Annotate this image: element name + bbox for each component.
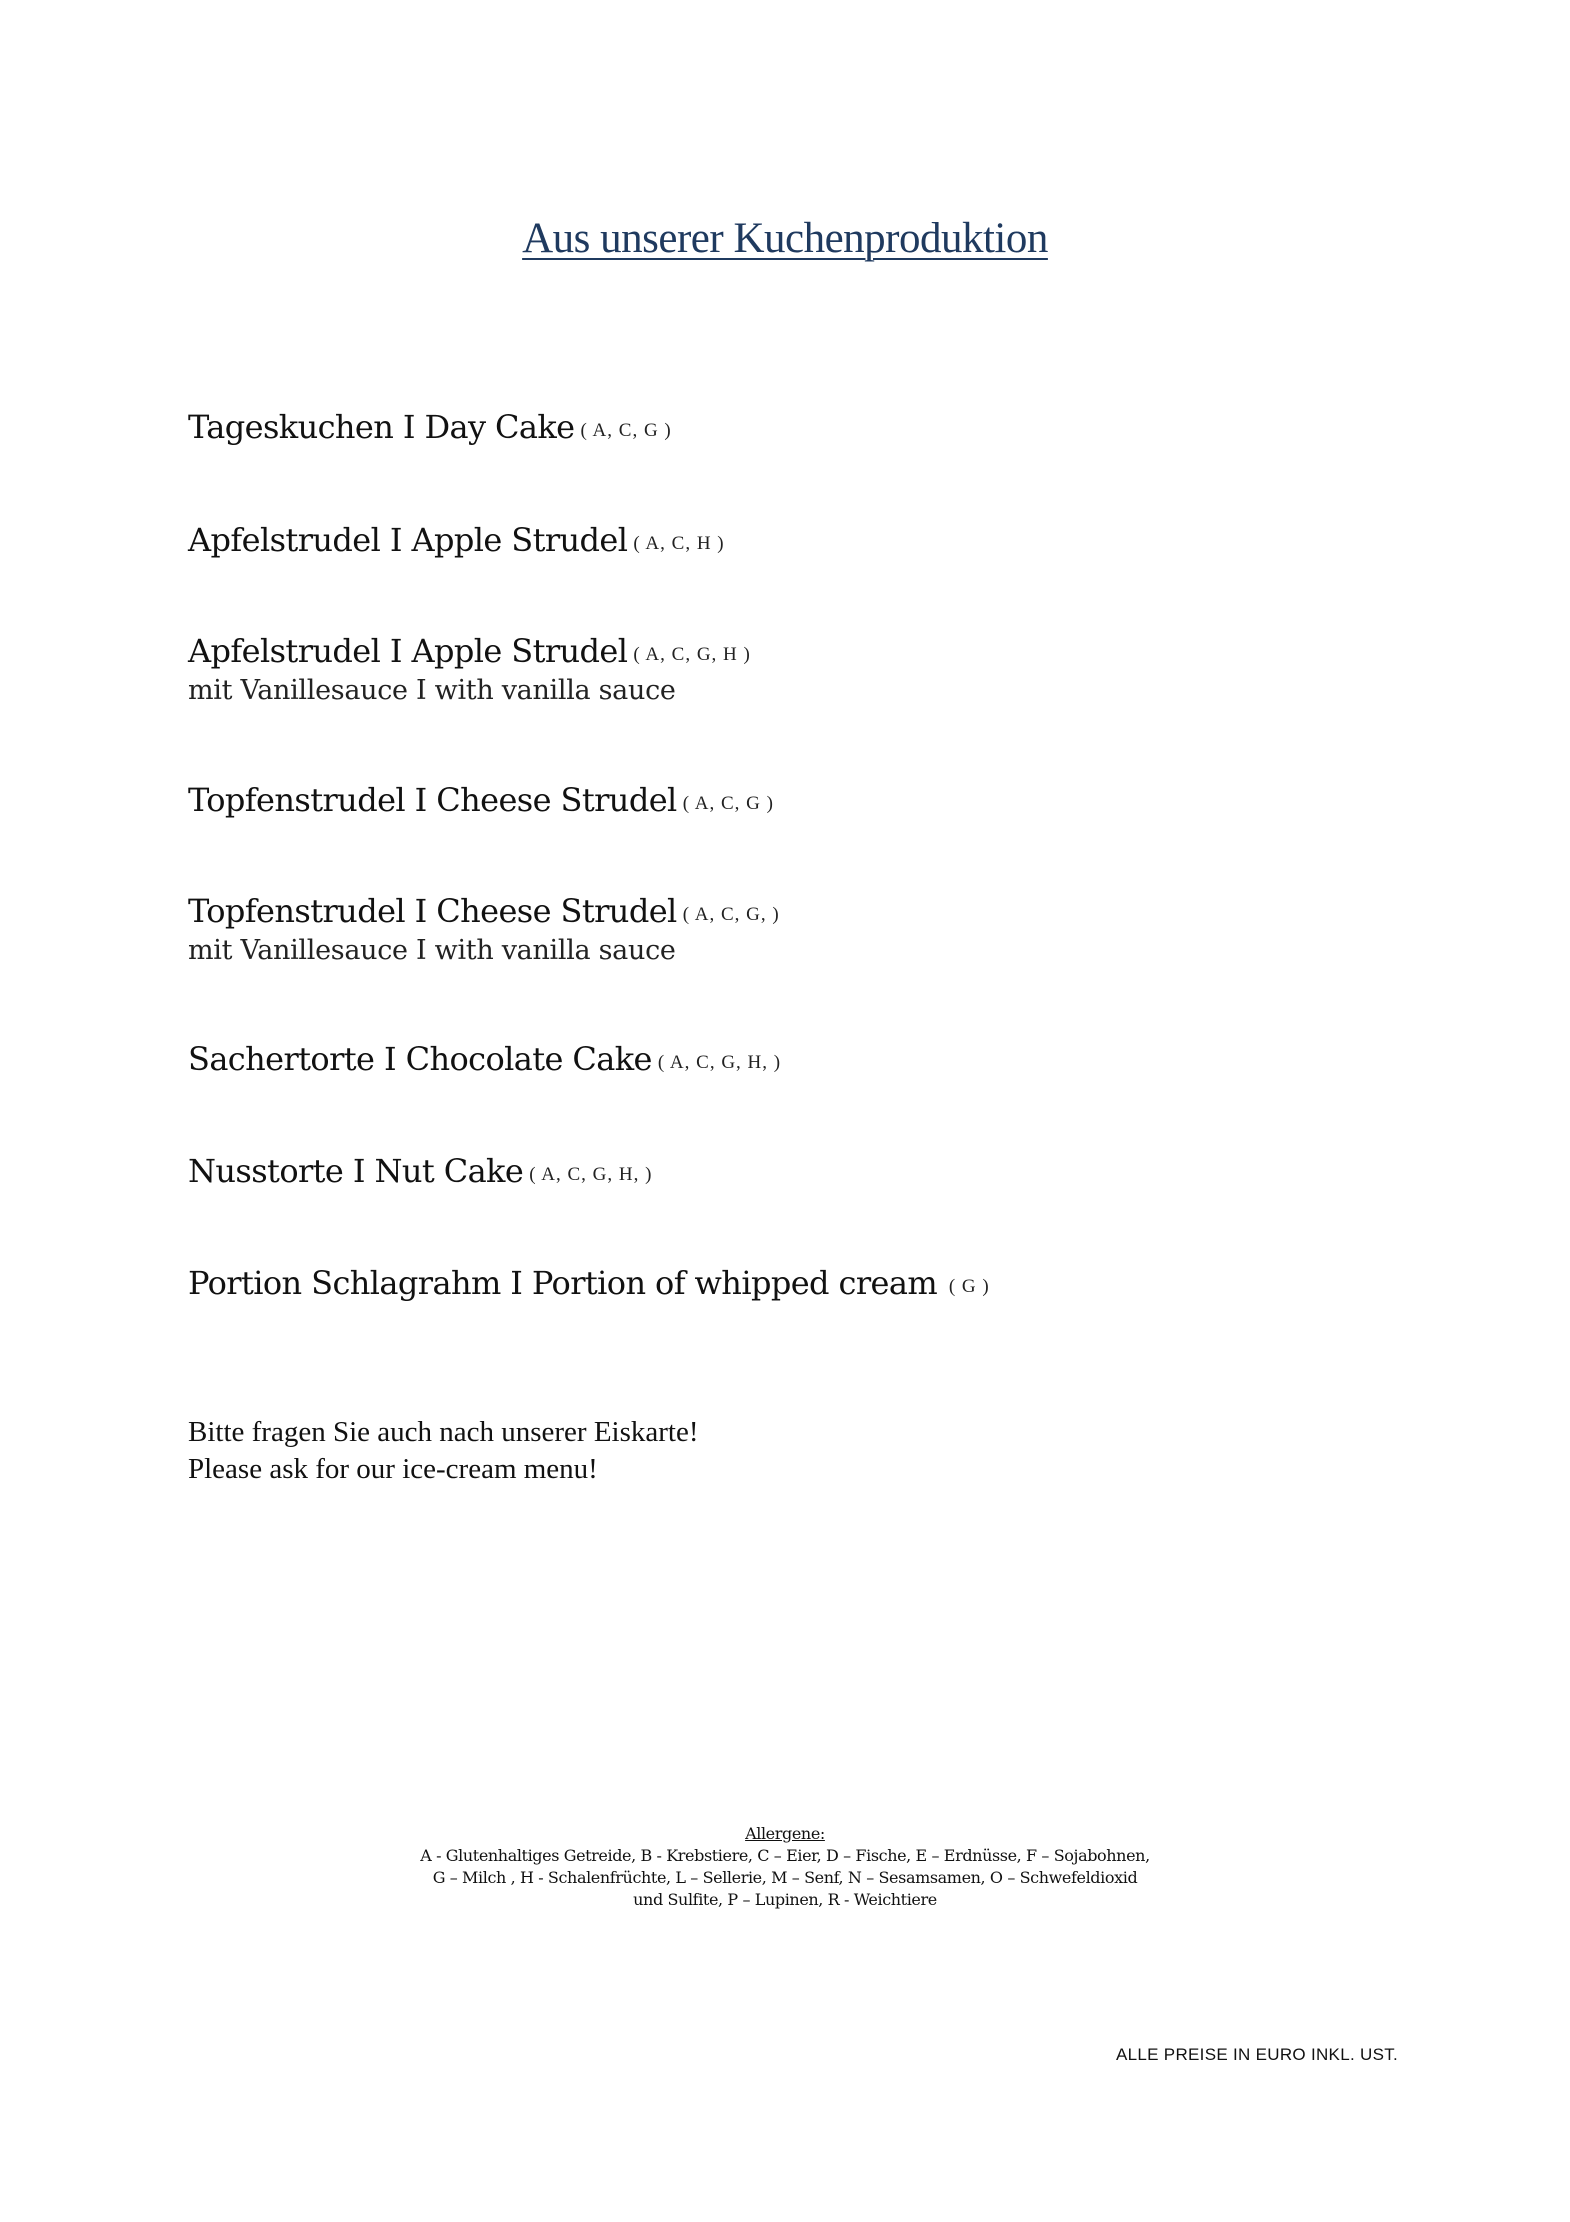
menu-item-name: Sachertorte I Chocolate Cake — [188, 1040, 652, 1078]
menu-item-name: Tageskuchen I Day Cake — [188, 408, 575, 446]
menu-item-allergens: ( A, C, G, H, ) — [657, 1052, 782, 1073]
menu-item — [188, 1264, 1438, 1306]
menu-item — [188, 1040, 1438, 1082]
menu-item-title — [188, 408, 1438, 450]
page-title: Aus unserer Kuchenproduktion — [522, 215, 1048, 262]
menu-item-title — [188, 632, 1438, 674]
menu-item-name: Portion Schlagrahm I Portion of whipped cream — [188, 1264, 938, 1302]
menu-item-subtitle: mit Vanillesauce I with vanilla sauce — [188, 935, 676, 966]
menu-item — [188, 408, 1438, 450]
menu-item-allergens: ( A, C, G ) — [682, 793, 774, 814]
menu-item — [188, 521, 1438, 563]
menu-item-name: Nusstorte I Nut Cake — [188, 1152, 524, 1190]
menu-item-subtitle: mit Vanillesauce I with vanilla sauce — [188, 675, 676, 706]
menu-item-allergens: ( A, C, G, H ) — [633, 644, 751, 665]
menu-item-name: Topfenstrudel I Cheese Strudel — [188, 892, 677, 930]
menu-item-allergens: ( A, C, G ) — [580, 420, 672, 441]
ice-cream-note-german: Bitte fragen Sie auch nach unserer Eiskarte! — [188, 1416, 699, 1448]
allergen-legend-line: G – Milch , H - Schalenfrüchte, L – Sellerie, M – Senf, N – Sesamsamen, O – Schwefeldioxid — [432, 1868, 1138, 1887]
menu-item-name: Topfenstrudel I Cheese Strudel — [188, 781, 677, 819]
menu-item-allergens: ( A, C, G, ) — [682, 904, 780, 925]
menu-item-name: Apfelstrudel I Apple Strudel — [188, 632, 628, 670]
menu-item-name: Apfelstrudel I Apple Strudel — [188, 521, 628, 559]
menu-item-title — [188, 781, 1438, 823]
allergen-legend-heading: Allergene: — [745, 1824, 825, 1843]
allergen-legend — [0, 1823, 1570, 1911]
menu-item — [188, 632, 1438, 708]
allergen-legend-line: und Sulfite, P – Lupinen, R - Weichtiere — [633, 1890, 937, 1909]
menu-item-allergens: ( A, C, G, H, ) — [529, 1164, 653, 1185]
menu-item-allergens: ( A, C, H ) — [633, 533, 725, 554]
menu-item-title — [188, 1264, 1438, 1306]
menu-item-title — [188, 1152, 1438, 1194]
menu-item — [188, 892, 1438, 968]
prices-footnote: ALLE PREISE IN EURO INKL. UST. — [1116, 2045, 1399, 2064]
ice-cream-note-english: Please ask for our ice-cream menu! — [188, 1453, 598, 1485]
menu-item-title — [188, 521, 1438, 563]
menu-item — [188, 781, 1438, 823]
allergen-legend-line: A - Glutenhaltiges Getreide, B - Krebstiere, C – Eier, D – Fische, E – Erdnüsse, F – Sojabohnen, — [420, 1846, 1150, 1865]
ice-cream-note — [188, 1414, 699, 1488]
menu-item-title — [188, 892, 1438, 934]
menu-item — [188, 1152, 1438, 1194]
menu-item-allergens: ( G ) — [943, 1276, 990, 1297]
menu-item-title — [188, 1040, 1438, 1082]
